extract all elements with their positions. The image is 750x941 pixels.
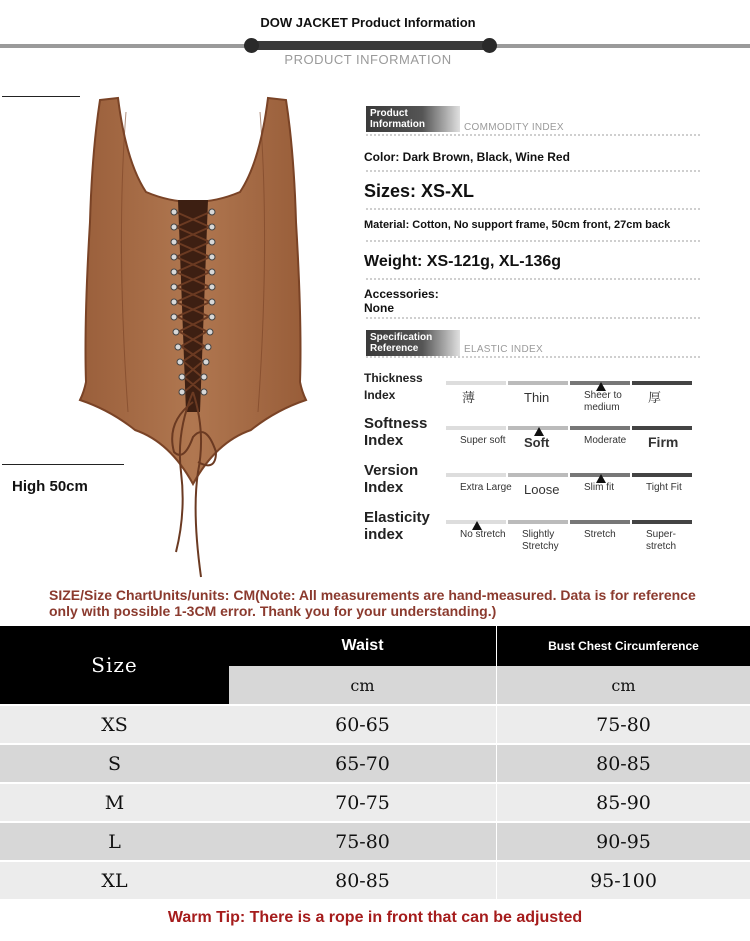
spec-scale-segment	[446, 381, 506, 385]
spec-scale-segment	[508, 473, 568, 477]
material-info: Material: Cotton, No support frame, 50cm front, 27cm back	[364, 219, 671, 231]
waist-header: Waist	[229, 626, 496, 666]
divider	[366, 317, 700, 319]
selected-marker-icon	[596, 474, 606, 483]
size-cell-bust: 75-80	[497, 706, 750, 743]
spec-row-label: Version Index	[364, 462, 419, 496]
height-label: High 50cm	[12, 478, 88, 495]
spec-scale-segment	[570, 426, 630, 430]
size-cell-bust: 80-85	[497, 745, 750, 782]
spec-option: 薄	[462, 390, 476, 405]
spec-scale-segment	[446, 426, 506, 430]
size-cell-waist: 80-85	[229, 862, 496, 899]
divider	[366, 240, 700, 242]
spec-scale-segment	[632, 426, 692, 430]
spec-option: Firm	[648, 434, 679, 450]
size-cell-waist: 75-80	[229, 823, 496, 860]
weight-info: Weight: XS-121g, XL-136g	[364, 253, 562, 270]
divider	[366, 134, 700, 136]
divider	[366, 208, 700, 210]
bust-header: Bust Chest Circumference	[497, 626, 750, 666]
commodity-tag: Product Information	[366, 106, 460, 132]
size-cell-waist: 60-65	[229, 706, 496, 743]
bust-unit: cm	[497, 666, 750, 704]
spec-option: Extra Large	[460, 482, 512, 493]
size-cell-waist: 65-70	[229, 745, 496, 782]
spec-option: Moderate	[584, 435, 627, 446]
elastic-index-label: ELASTIC INDEX	[464, 344, 543, 355]
spec-row-label: Thickness Index	[364, 371, 423, 402]
size-cell-size: M	[0, 784, 229, 821]
specification-tag: Specification Reference	[366, 330, 460, 356]
size-cell-waist: 70-75	[229, 784, 496, 821]
spec-scale-segment	[446, 473, 506, 477]
page-title: DOW JACKET Product Information	[260, 15, 476, 30]
spec-scale-segment	[508, 520, 568, 524]
header-dot-right	[482, 38, 497, 53]
spec-option: Sheer to medium	[584, 390, 622, 413]
spec-option: Slightly Stretchy	[522, 529, 559, 552]
spec-row-label: Elasticity index	[364, 509, 430, 543]
size-header: Size	[0, 626, 229, 704]
spec-scale-segment	[632, 381, 692, 385]
divider	[366, 356, 700, 358]
warm-tip: Warm Tip: There is a rope in front that can be adjusted	[167, 909, 583, 926]
spec-row-label: Softness Index	[364, 415, 428, 449]
size-cell-bust: 90-95	[497, 823, 750, 860]
spec-option: 厚	[648, 390, 662, 405]
spec-option: Super-stretch	[646, 529, 677, 552]
divider	[366, 278, 700, 280]
size-cell-bust: 95-100	[497, 862, 750, 899]
size-chart-note: SIZE/Size ChartUnits/units: CM(Note: All measurements are hand-measured. Data is for reference only with possible 1-3CM error. Thank you for your understanding.)	[49, 587, 696, 619]
selected-marker-icon	[472, 521, 482, 530]
size-cell-size: XS	[0, 706, 229, 743]
spec-option: Stretch	[584, 529, 616, 540]
size-cell-size: S	[0, 745, 229, 782]
header-dot-left	[244, 38, 259, 53]
divider	[366, 170, 700, 172]
page-subtitle: PRODUCT INFORMATION	[284, 52, 452, 67]
vest-product-image	[66, 92, 320, 582]
spec-option: No stretch	[460, 529, 506, 540]
spec-scale-segment	[508, 381, 568, 385]
spec-option: Thin	[524, 390, 550, 405]
accessories-info: Accessories: None	[364, 287, 439, 315]
spec-option: Slim fit	[584, 482, 614, 493]
spec-option: Super soft	[460, 435, 506, 446]
spec-scale-segment	[632, 473, 692, 477]
spec-option: Soft	[524, 435, 550, 450]
size-cell-bust: 85-90	[497, 784, 750, 821]
sizes-info: Sizes: XS-XL	[364, 181, 475, 201]
color-info: Color: Dark Brown, Black, Wine Red	[364, 150, 570, 164]
selected-marker-icon	[534, 427, 544, 436]
size-cell-size: XL	[0, 862, 229, 899]
header-divider-bar	[250, 41, 490, 50]
spec-scale-segment	[632, 520, 692, 524]
size-cell-size: L	[0, 823, 229, 860]
spec-option: Loose	[524, 482, 560, 497]
waist-unit: cm	[229, 666, 496, 704]
spec-scale-segment	[570, 520, 630, 524]
commodity-index-label: COMMODITY INDEX	[464, 122, 564, 133]
spec-option: Tight Fit	[646, 482, 682, 493]
selected-marker-icon	[596, 382, 606, 391]
